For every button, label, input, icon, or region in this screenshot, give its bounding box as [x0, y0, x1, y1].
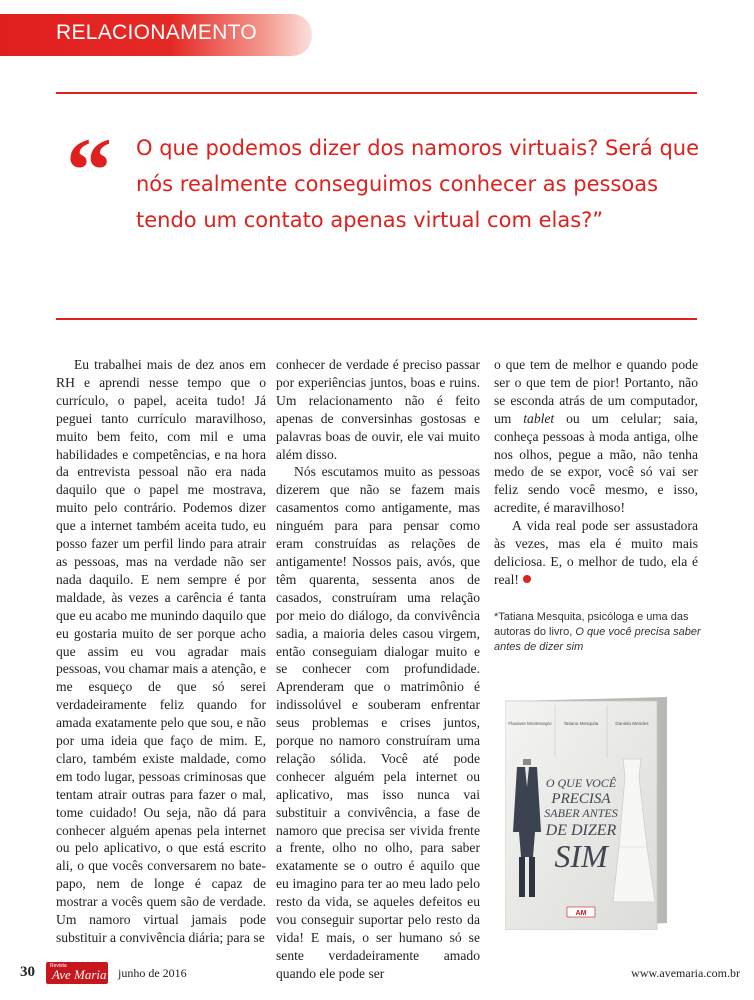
magazine-logo: Revista Ave Maria [46, 962, 108, 984]
book-author-3: Daniela Mendes [615, 721, 649, 726]
book-title-line-3: SABER ANTES [544, 806, 618, 820]
article-column-2 [276, 356, 480, 983]
article-paragraph-1: Eu trabalhei mais de dez anos em RH e aprendi nesse tempo que o currículo, o papel, aceita tudo! Já peguei tanto currículo maravilhoso, muito bem feito, com mil e uma habilidades e competências, e na hora da entrevista pessoal não era nada daquilo que o papel me mostrava, muito pelo contrário. Podemos dizer que a internet também aceita tudo, eu posso fazer um perfil lindo para atrair as pessoas, mas na verdade não ser nada daquilo. E nem sempre é por maldade, às vezes a carência é tanta que eu acabo me munindo daquilo que eu gostaria muito de ser porque acho que assim eu vou agradar mais pessoas, vou chamar mais a atenção, e me esqueço de que só serei verdadeiramente feliz quando for amada exatamente pelo que sou, e não por uma ideia que faço de mim. E, claro, também existe maldade, como em todo lugar, pessoas criminosas que tentam atrair outras para fazer o mal, tome cuidado! Ou seja, não dá para conhecer alguém apenas pela internet ou pelo aplicativo, o que está escrito ali, o que vocês conversarem no bate-papo, nem de longe é capaz de mostrar a vocês quem são de verdade. Um namoro virtual jamais pode substituir a convivência diária; para se [56, 357, 266, 945]
bottom-divider [56, 318, 697, 320]
top-divider [56, 92, 697, 94]
section-title: RELACIONAMENTO [56, 21, 258, 44]
end-mark-icon [523, 575, 531, 583]
website-link[interactable]: www.avemaria.com.br [631, 966, 740, 980]
book-title-line-5: SIM [554, 838, 608, 874]
article-column-1 [56, 356, 266, 947]
quote-mark-icon: “ [66, 119, 112, 221]
article-column-3 [494, 356, 698, 589]
article-paragraph-3: A vida real pode ser assustadora às vezes, mas ela é muito mais deliciosa. E, o melhor de tudo, ela é real! [494, 518, 698, 587]
book-author-1: Flaviane Montenegro [508, 721, 552, 726]
book-author-2: Tatiana Mesquita [563, 721, 599, 726]
issue-date: junho de 2016 [118, 966, 187, 980]
article-paragraph-2-continued: o que tem de melhor e quando pode ser o que tem de pior! Portanto, não se esconda atrás de um computador, um tablet ou um celular; saia, conheça pessoas à moda antiga, olhe nos olhos, pegue a mão, não tenha medo de se expor, você só vai ser feliz sendo você mesmo, e isso, acredite, é maravilhoso! [494, 357, 698, 516]
book-title-line-4: DE DIZER [545, 822, 617, 839]
article-paragraph-1-continued: conhecer de verdade é preciso passar por experiências juntos, boas e ruins. Um relacionamento não é feito apenas de conversinhas gostosas e palavras boas de ouvir, ele vai muito além disso. [276, 357, 480, 462]
book-title-line-1: O QUE VOCÊ [545, 776, 617, 790]
page-number: 30 [20, 964, 35, 980]
book-publisher-logo: AM [575, 910, 587, 917]
book-title-reference: O que você precisa saber antes de dizer sim [494, 626, 701, 653]
article-paragraph-2: Nós escutamos muito as pessoas dizerem que não se fazem mais casamentos como antigamente, mas ninguém para para pensar como eram construídas as relações de antigamente! Nossos pais, avós, que têm quarenta, sessenta anos de casados, construíram uma relação por meio do diálogo, da convivência sadia, a maioria deles casou virgem, então conseguiam dialogar muito e se conhecer com profundidade. Aprenderam que o matrimônio é indissolúvel e souberam enfrentar seus problemas e crises juntos, porque no namoro construíram uma relação sólida. Você até pode conhecer alguém pela internet ou aplicativo, mas isso nunca vai substituir a convivência, a fase de namoro que precisa ser vivida frente a frente, olho no olho, para saber exatamente se o outro é aquilo que eu imagino para ter ao meu lado pelo resto da vida, se aqueles defeitos eu vou conseguir suportar pelo resto da vida! E mais, o ser humano só se sente verdadeiramente amado quando ele pode ser [276, 464, 480, 981]
book-cover-image [505, 697, 667, 930]
section-header [0, 14, 312, 56]
tablet-emphasis: tablet [523, 410, 555, 426]
book-title-line-2: PRECISA [551, 791, 611, 807]
pull-quote: O que podemos dizer dos namoros virtuais? Será que nós realmente conseguimos conhecer as pessoas tendo um contato apenas virtual com elas?” [136, 136, 700, 232]
author-credit: *Tatiana Mesquita, psicóloga e uma das autoras do livro, O que você precisa saber antes de dizer sim [494, 611, 701, 653]
